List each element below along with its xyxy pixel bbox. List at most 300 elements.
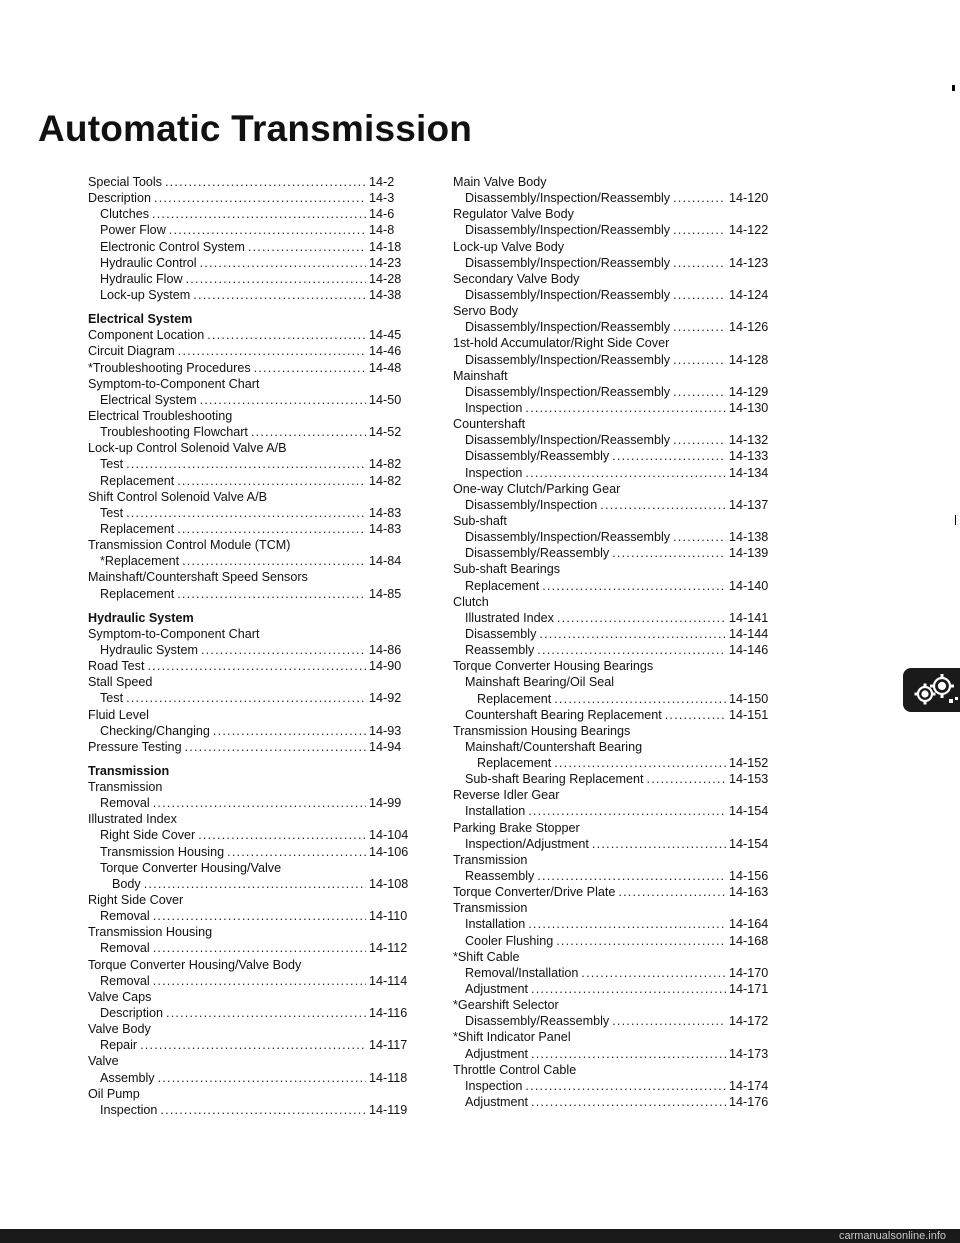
toc-entry-page: 14-50 — [369, 392, 402, 407]
toc-section-heading — [88, 610, 411, 626]
leader-dots — [251, 424, 366, 440]
toc-entry-page: 14-48 — [369, 360, 402, 375]
toc-entry — [88, 1021, 411, 1037]
toc-entry — [453, 352, 771, 368]
toc-entry-page: 14-45 — [369, 328, 402, 343]
toc-entry-label: Adjustment — [465, 1046, 528, 1061]
toc-entry — [453, 691, 771, 707]
toc-entry-label: Torque Converter Housing/Valve Body — [88, 957, 302, 972]
leader-dots — [528, 803, 726, 819]
toc-entry-page: 14-106 — [369, 844, 409, 859]
toc-entry-page: 14-108 — [369, 876, 409, 891]
toc-entry — [453, 755, 771, 771]
toc-entry — [88, 505, 411, 521]
toc-entry-page: 14-171 — [729, 982, 769, 997]
toc-entry — [453, 303, 771, 319]
toc-entry — [88, 739, 411, 755]
watermark: carmanualsonline.info — [838, 1230, 946, 1242]
toc-entry-label: Stall Speed — [88, 675, 153, 690]
toc-entry — [453, 190, 771, 206]
toc-entry — [88, 924, 411, 940]
toc-entry — [453, 884, 771, 900]
toc-section-heading — [88, 311, 411, 327]
toc-entry — [453, 319, 771, 335]
toc-entry-label: Torque Converter/Drive Plate — [453, 885, 616, 900]
toc-entry — [88, 707, 411, 723]
toc-entry-page: 14-83 — [369, 505, 402, 520]
leader-dots — [153, 973, 366, 989]
toc-entry-page: 14-38 — [369, 287, 402, 302]
leader-dots — [557, 610, 726, 626]
gears-icon — [909, 672, 959, 708]
toc-entry-label: Disassembly/Inspection/Reassembly — [465, 255, 671, 270]
leader-dots — [537, 868, 726, 884]
toc-entry — [88, 222, 411, 238]
leader-dots — [600, 497, 726, 513]
toc-entry — [88, 1005, 411, 1021]
toc-entry-page: 14-168 — [729, 933, 769, 948]
toc-entry-label: Sub-shaft Bearing Replacement — [465, 772, 644, 787]
toc-entry — [88, 1053, 411, 1069]
toc-entry-label: Main Valve Body — [453, 175, 547, 189]
toc-entry — [453, 933, 771, 949]
toc-entry — [453, 900, 771, 916]
toc-entry-label: 1st-hold Accumulator/Right Side Cover — [453, 336, 670, 351]
toc-entry-label: Sub-shaft — [453, 513, 507, 528]
toc-entry — [453, 400, 771, 416]
toc-entry — [88, 1102, 411, 1118]
leader-dots — [169, 222, 366, 238]
toc-entry — [88, 553, 411, 569]
toc-entry-label: Hydraulic Control — [100, 255, 197, 270]
toc-entry — [88, 860, 411, 876]
toc-entry-label: Electrical Troubleshooting — [88, 408, 233, 423]
leader-dots — [186, 271, 366, 287]
toc-entry — [453, 1046, 771, 1062]
toc-entry — [88, 989, 411, 1005]
leader-dots — [554, 755, 726, 771]
toc-entry-page: 14-163 — [729, 885, 769, 900]
toc-entry — [88, 424, 411, 440]
toc-entry-label: Replacement — [100, 586, 175, 601]
toc-entry-label: Replacement — [100, 521, 175, 536]
toc-entry-label: Transmission — [88, 780, 163, 795]
toc-entry-label: Reassembly — [465, 869, 535, 884]
toc-entry-page: 14-18 — [369, 239, 402, 254]
leader-dots — [673, 529, 726, 545]
toc-entry — [453, 578, 771, 594]
toc-entry — [88, 440, 411, 456]
toc-entry-label: Inspection — [100, 1102, 158, 1117]
toc-entry — [88, 795, 411, 811]
toc-entry-page: 14-2 — [369, 175, 395, 189]
toc-entry — [88, 287, 411, 303]
toc-entry — [88, 537, 411, 553]
toc-entry-page: 14-164 — [729, 917, 769, 932]
toc-entry-page: 14-84 — [369, 554, 402, 569]
toc-entry-page: 14-124 — [729, 287, 769, 302]
toc-entry — [88, 642, 411, 658]
toc-entry — [453, 787, 771, 803]
leader-dots — [177, 521, 366, 537]
toc-entry — [453, 658, 771, 674]
toc-entry-label: Electrical System — [100, 392, 197, 407]
toc-entry-label: Clutch — [453, 594, 489, 609]
toc-entry — [88, 408, 411, 424]
toc-entry-page: 14-150 — [729, 691, 769, 706]
toc-entry-page: 14-8 — [369, 223, 395, 238]
leader-dots — [612, 1013, 726, 1029]
toc-entry — [88, 658, 411, 674]
toc-entry — [88, 239, 411, 255]
leader-dots — [165, 174, 366, 190]
toc-entry-label: Lock-up Valve Body — [453, 239, 565, 254]
toc-entry-label: One-way Clutch/Parking Gear — [453, 481, 621, 496]
toc-entry — [88, 626, 411, 642]
leader-dots — [556, 933, 726, 949]
leader-dots — [153, 908, 366, 924]
toc-entry-label: Right Side Cover — [88, 893, 184, 908]
toc-entry-label: Symptom-to-Component Chart — [88, 376, 260, 391]
toc-entry-label: Component Location — [88, 328, 205, 343]
toc-entry-label: Replacement — [465, 578, 540, 593]
leader-dots — [618, 884, 726, 900]
toc-entry-label: Shift Control Solenoid Valve A/B — [88, 489, 267, 504]
leader-dots — [525, 400, 726, 416]
leader-dots — [213, 723, 366, 739]
toc-entry-label: Valve Caps — [88, 989, 152, 1004]
leader-dots — [154, 190, 366, 206]
toc-entry — [88, 844, 411, 860]
toc-entry-page: 14-154 — [729, 836, 769, 851]
toc-entry-label: Transmission Housing — [100, 844, 225, 859]
leader-dots — [673, 222, 726, 238]
toc-entry-label: Valve Body — [88, 1022, 151, 1037]
toc-right-column — [453, 174, 771, 1110]
toc-entry-page: 14-154 — [729, 804, 769, 819]
toc-entry — [453, 997, 771, 1013]
toc-entry-page: 14-129 — [729, 384, 769, 399]
toc-entry-label: Removal — [100, 796, 150, 811]
toc-entry-page: 14-123 — [729, 255, 769, 270]
toc-entry-label: Special Tools — [88, 175, 162, 189]
toc-section-heading — [88, 763, 411, 779]
toc-entry — [453, 529, 771, 545]
leader-dots — [227, 844, 366, 860]
toc-entry — [453, 594, 771, 610]
toc-entry-page: 14-6 — [369, 207, 395, 222]
toc-entry — [453, 481, 771, 497]
scan-mark — [955, 515, 956, 525]
toc-entry — [88, 360, 411, 376]
toc-entry — [453, 868, 771, 884]
leader-dots — [528, 916, 726, 932]
toc-entry — [453, 545, 771, 561]
toc-entry-page: 14-110 — [369, 909, 408, 924]
toc-entry-label: Inspection — [465, 1078, 523, 1093]
toc-entry-page: 14-152 — [729, 756, 769, 771]
leader-dots — [673, 384, 726, 400]
toc-entry — [453, 916, 771, 932]
toc-entry-label: Troubleshooting Flowchart — [100, 425, 248, 440]
leader-dots — [612, 448, 726, 464]
toc-entry — [88, 827, 411, 843]
toc-entry-label: Adjustment — [465, 1095, 528, 1110]
toc-entry — [88, 392, 411, 408]
toc-entry-page: 14-170 — [729, 965, 769, 980]
toc-entry-label: Parking Brake Stopper — [453, 820, 580, 835]
toc-entry — [88, 723, 411, 739]
leader-dots — [581, 965, 726, 981]
toc-entry — [453, 1062, 771, 1078]
toc-entry — [453, 836, 771, 852]
toc-entry — [88, 690, 411, 706]
toc-entry — [453, 513, 771, 529]
leader-dots — [531, 1094, 726, 1110]
leader-dots — [612, 545, 726, 561]
toc-entry-label: Test — [100, 457, 124, 472]
toc-entry-label: Hydraulic Flow — [100, 271, 183, 286]
toc-entry-label: Torque Converter Housing/Valve — [100, 860, 282, 875]
toc-entry-label: *Shift Cable — [453, 949, 520, 964]
toc-entry-label: Removal — [100, 941, 150, 956]
toc-entry — [88, 1086, 411, 1102]
toc-entry — [453, 1013, 771, 1029]
toc-entry — [453, 852, 771, 868]
toc-entry-label: Oil Pump — [88, 1086, 140, 1101]
toc-entry — [88, 456, 411, 472]
toc-entry-label: Road Test — [88, 659, 145, 674]
leader-dots — [525, 1078, 726, 1094]
toc-entry-page: 14-23 — [369, 255, 402, 270]
toc-entry-page: 14-82 — [369, 473, 402, 488]
leader-dots — [539, 626, 726, 642]
toc-entry-page: 14-176 — [729, 1095, 769, 1110]
toc-entry — [453, 739, 771, 755]
toc-entry — [88, 1037, 411, 1053]
toc-entry-label: Reverse Idler Gear — [453, 788, 560, 803]
toc-entry-label: Illustrated Index — [88, 812, 177, 827]
toc-entry — [88, 957, 411, 973]
toc-entry-page: 14-156 — [729, 869, 769, 884]
toc-entry — [453, 723, 771, 739]
toc-entry-label: Inspection — [465, 465, 523, 480]
toc-entry — [453, 465, 771, 481]
toc-entry — [88, 586, 411, 602]
toc-entry — [453, 803, 771, 819]
toc-entry-page: 14-133 — [729, 449, 769, 464]
toc-entry-label: Transmission — [453, 852, 528, 867]
toc-entry-page: 14-92 — [369, 691, 402, 706]
toc-entry — [88, 908, 411, 924]
toc-entry-label: Transmission Housing Bearings — [453, 723, 631, 738]
toc-entry — [88, 674, 411, 690]
leader-dots — [673, 287, 726, 303]
toc-entry-label: Mainshaft/Countershaft Speed Sensors — [88, 570, 308, 585]
leader-dots — [193, 287, 366, 303]
toc-entry-label: Test — [100, 691, 124, 706]
toc-entry — [88, 876, 411, 892]
toc-entry-label: Disassembly/Inspection/Reassembly — [465, 352, 671, 367]
leader-dots — [177, 473, 366, 489]
toc-entry-label: Disassembly/Reassembly — [465, 546, 610, 561]
leader-dots — [673, 319, 726, 335]
leader-dots — [126, 505, 366, 521]
toc-entry-page: 14-126 — [729, 320, 769, 335]
toc-entry-page: 14-140 — [729, 578, 769, 593]
toc-entry-page: 14-132 — [729, 433, 769, 448]
toc-entry-label: *Shift Indicator Panel — [453, 1030, 571, 1045]
toc-entry — [453, 642, 771, 658]
toc-entry — [453, 335, 771, 351]
toc-entry — [453, 206, 771, 222]
leader-dots — [673, 255, 726, 271]
toc-entry-label: Disassembly — [465, 626, 537, 641]
leader-dots — [537, 642, 726, 658]
toc-entry — [453, 448, 771, 464]
toc-entry-page: 14-82 — [369, 457, 402, 472]
toc-entry-label: Clutches — [100, 207, 149, 222]
toc-entry — [88, 892, 411, 908]
toc-entry — [453, 1094, 771, 1110]
toc-entry-label: Illustrated Index — [465, 610, 554, 625]
toc-entry — [453, 1078, 771, 1094]
toc-entry-label: Disassembly/Inspection/Reassembly — [465, 530, 671, 545]
toc-entry-page: 14-141 — [729, 610, 769, 625]
leader-dots — [531, 1046, 726, 1062]
toc-entry-page: 14-137 — [729, 497, 769, 512]
toc-entry-page: 14-174 — [729, 1078, 769, 1093]
leader-dots — [673, 352, 726, 368]
toc-entry — [88, 376, 411, 392]
leader-dots — [673, 432, 726, 448]
toc-entry-page: 14-172 — [729, 1014, 769, 1029]
leader-dots — [152, 206, 366, 222]
toc-entry — [453, 610, 771, 626]
toc-entry-page: 14-116 — [369, 1006, 408, 1021]
toc-entry — [453, 271, 771, 287]
leader-dots — [160, 1102, 366, 1118]
toc-entry-label: Symptom-to-Component Chart — [88, 626, 260, 641]
toc-entry-page: 14-118 — [369, 1070, 408, 1085]
toc-entry-label: Transmission Housing — [88, 925, 213, 940]
toc-entry-label: Assembly — [100, 1070, 155, 1085]
toc-entry-page: 14-138 — [729, 530, 769, 545]
toc-entry — [453, 820, 771, 836]
toc-entry-page: 14-139 — [729, 546, 769, 561]
leader-dots — [200, 392, 366, 408]
leader-dots — [201, 642, 366, 658]
toc-entry-label: *Replacement — [100, 554, 180, 569]
toc-entry-label: Power Flow — [100, 223, 166, 238]
toc-entry — [453, 239, 771, 255]
toc-entry-label: Repair — [100, 1038, 138, 1053]
toc-entry-page: 14-112 — [369, 941, 408, 956]
toc-entry-label: Right Side Cover — [100, 828, 196, 843]
toc-entry — [453, 949, 771, 965]
toc-entry — [88, 521, 411, 537]
toc-entry-label: Countershaft Bearing Replacement — [465, 707, 662, 722]
toc-entry-label: Disassembly/Inspection/Reassembly — [465, 191, 671, 206]
section-tab — [903, 668, 960, 712]
toc-entry — [88, 569, 411, 585]
toc-entry — [88, 811, 411, 827]
toc-entry-label: Transmission — [453, 901, 528, 916]
toc-entry-label: Inspection — [465, 400, 523, 415]
toc-entry-page: 14-117 — [369, 1038, 408, 1053]
toc-left-column — [88, 174, 411, 1118]
toc-entry-label: Servo Body — [453, 304, 519, 319]
toc-entry-label: Removal/Installation — [465, 965, 579, 980]
leader-dots — [166, 1005, 366, 1021]
toc-entry-label: Transmission — [88, 763, 170, 778]
toc-entry — [88, 940, 411, 956]
leader-dots — [147, 658, 366, 674]
toc-entry-label: Checking/Changing — [100, 723, 210, 738]
toc-entry-label: Transmission Control Module (TCM) — [88, 538, 291, 553]
toc-entry-page: 14-130 — [729, 400, 769, 415]
leader-dots — [531, 981, 726, 997]
toc-entry — [453, 255, 771, 271]
toc-entry-label: Disassembly/Inspection — [465, 497, 598, 512]
toc-entry-page: 14-86 — [369, 642, 402, 657]
toc-entry-label: Adjustment — [465, 982, 528, 997]
toc-entry-label: Removal — [100, 973, 150, 988]
toc-entry-page: 14-3 — [369, 191, 395, 206]
leader-dots — [182, 553, 366, 569]
toc-entry-label: Sub-shaft Bearings — [453, 562, 561, 577]
toc-entry — [453, 432, 771, 448]
toc-entry-page: 14-83 — [369, 521, 402, 536]
toc-entry-label: Mainshaft/Countershaft Bearing — [465, 739, 643, 754]
toc-entry-label: Hydraulic System — [88, 610, 194, 625]
toc-entry-label: Mainshaft Bearing/Oil Seal — [465, 675, 615, 690]
leader-dots — [177, 586, 366, 602]
toc-entry-label: Circuit Diagram — [88, 344, 175, 359]
toc-entry — [453, 965, 771, 981]
toc-entry-label: Installation — [465, 804, 526, 819]
page-title: Automatic Transmission — [38, 108, 473, 149]
leader-dots — [144, 876, 366, 892]
toc-entry-label: *Troubleshooting Procedures — [88, 360, 251, 375]
toc-entry-page: 14-93 — [369, 723, 402, 738]
toc-entry-label: Disassembly/Reassembly — [465, 449, 610, 464]
leader-dots — [248, 239, 366, 255]
toc-entry-page: 14-114 — [369, 973, 408, 988]
toc-entry-label: Mainshaft — [453, 368, 508, 383]
toc-entry — [88, 489, 411, 505]
toc-entry-page: 14-173 — [729, 1046, 769, 1061]
toc-entry — [88, 327, 411, 343]
toc-entry-page: 14-46 — [369, 344, 402, 359]
toc-entry — [88, 255, 411, 271]
toc-entry-label: Torque Converter Housing Bearings — [453, 659, 654, 674]
toc-entry — [453, 981, 771, 997]
leader-dots — [542, 578, 726, 594]
bottom-bar — [0, 1229, 960, 1243]
toc-entry — [453, 561, 771, 577]
toc-entry-page: 14-151 — [729, 707, 769, 722]
toc-entry-label: Description — [88, 191, 151, 206]
toc-entry — [453, 368, 771, 384]
toc-entry — [88, 271, 411, 287]
toc-entry-page: 14-99 — [369, 796, 402, 811]
toc-entry — [453, 222, 771, 238]
leader-dots — [198, 827, 366, 843]
toc-entry — [88, 779, 411, 795]
toc-entry-label: Valve — [88, 1054, 119, 1069]
leader-dots — [673, 190, 726, 206]
